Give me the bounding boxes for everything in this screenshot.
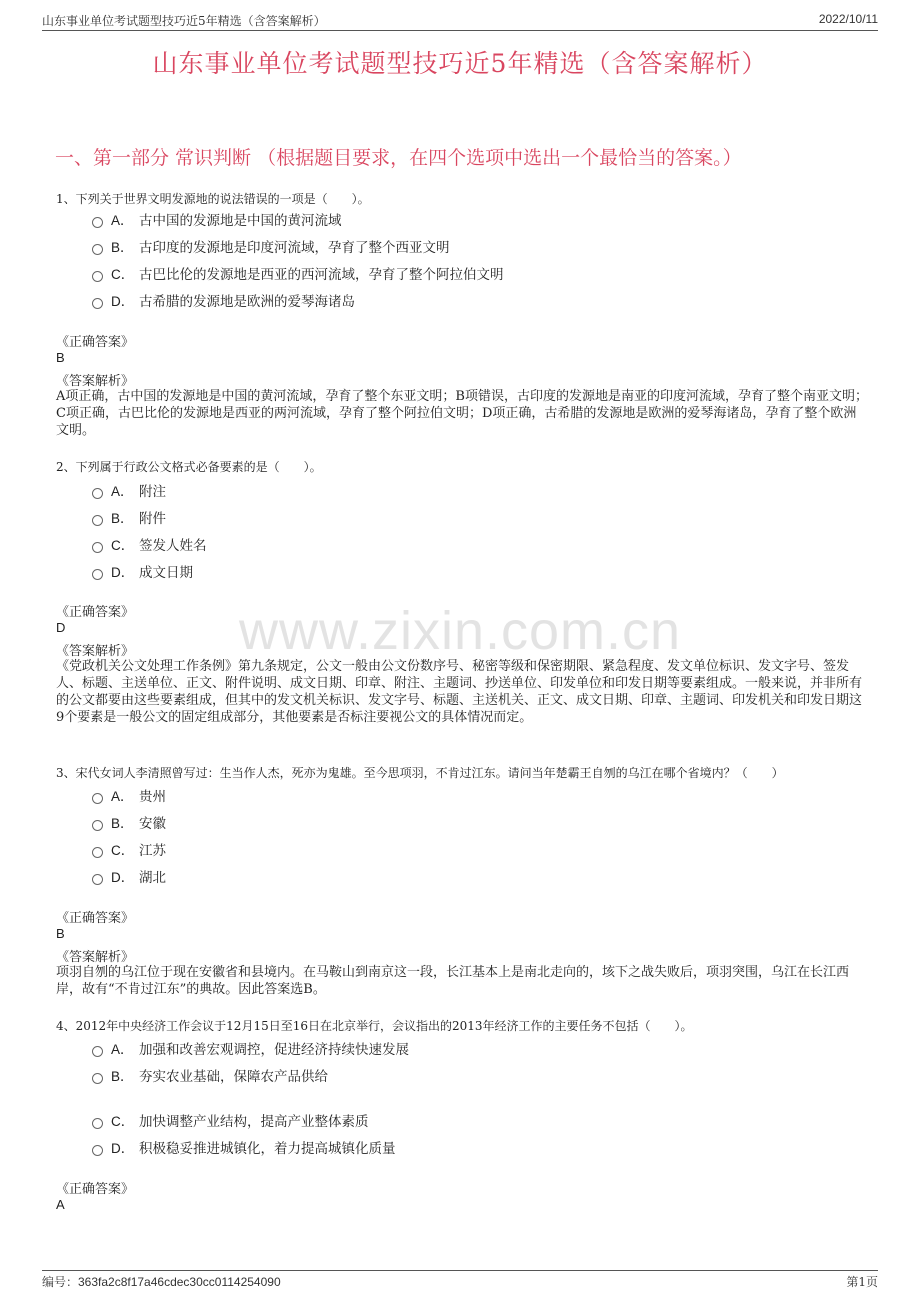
question-3-option-b[interactable]: B． 安徽 (92, 812, 166, 832)
question-2-answer: D (56, 620, 66, 635)
question-2-option-d[interactable]: D． 成文日期 (92, 561, 193, 581)
question-4-option-d[interactable]: D． 积极稳妥推进城镇化，着力提高城镇化质量 (92, 1137, 396, 1157)
watermark-text: www.zixin.com.cn (238, 601, 682, 661)
question-2-option-c[interactable]: C． 签发人姓名 (92, 534, 207, 554)
radio-icon[interactable] (92, 1073, 103, 1084)
radio-icon[interactable] (92, 1145, 103, 1156)
question-3-text: 3、宋代女词人李清照曾写过：生当作人杰，死亦为鬼雄。至今思项羽，不肯过江东。请问当年楚霸王自刎的乌江在哪个省境内？（ ） (56, 766, 784, 780)
question-2-text: 2、下列属于行政公文格式必备要素的是（ ）。 (56, 460, 322, 474)
radio-icon[interactable] (92, 569, 103, 580)
radio-icon[interactable] (92, 244, 103, 255)
radio-icon[interactable] (92, 1118, 103, 1129)
answer-label: 《正确答案》 (56, 911, 135, 926)
section-heading: 一、第一部分 常识判断 （根据题目要求，在四个选项中选出一个最恰当的答案。） (55, 147, 742, 169)
explanation-label: 《答案解析》 (56, 644, 135, 659)
question-1-option-c[interactable]: C． 古巴比伦的发源地是西亚的西河流域，孕育了整个阿拉伯文明 (92, 263, 504, 283)
page-number: 第1页 (846, 1275, 878, 1289)
document-id: 编号：363fa2c8f17a46cdec30cc0114254090 (42, 1275, 281, 1289)
radio-icon[interactable] (92, 271, 103, 282)
explanation-label: 《答案解析》 (56, 374, 135, 389)
question-3-explanation: 项羽自刎的乌江位于现在安徽省和县境内。在马鞍山到南京这一段，长江基本上是南北走向的，垓下之战失败后，项羽突围，乌江在长江西岸，故有“不肯过江东”的典故。因此答案选B。 (56, 965, 850, 997)
answer-label: 《正确答案》 (56, 335, 135, 350)
question-3-option-d[interactable]: D． 湖北 (92, 866, 166, 886)
radio-icon[interactable] (92, 217, 103, 228)
radio-icon[interactable] (92, 820, 103, 831)
question-4-option-c[interactable]: C． 加快调整产业结构，提高产业整体素质 (92, 1110, 369, 1130)
page-header (42, 12, 878, 31)
question-4-answer: A (56, 1197, 65, 1212)
explanation-label: 《答案解析》 (56, 950, 135, 965)
question-3-answer: B (56, 926, 65, 941)
question-1-option-d[interactable]: D． 古希腊的发源地是欧洲的爱琴海诸岛 (92, 290, 355, 310)
question-1-explanation: A项正确，古中国的发源地是中国的黄河流域，孕育了整个东亚文明；B项错误，古印度的发源地是南亚的印度河流域，孕育了整个南亚文明；C项正确，古巴比伦的发源地是西亚的两河流域，孕育了整个阿拉伯文明；D项正确，古希腊的发源地是欧洲的爱琴海诸岛，孕育了整个欧洲文明。 (56, 389, 868, 438)
question-1-text: 1、下列关于世界文明发源地的说法错误的一项是（ ）。 (56, 192, 370, 206)
radio-icon[interactable] (92, 542, 103, 553)
question-2-option-b[interactable]: B． 附件 (92, 507, 166, 527)
radio-icon[interactable] (92, 515, 103, 526)
question-1-answer: B (56, 350, 65, 365)
question-2-explanation: 《党政机关公文处理工作条例》第九条规定，公文一般由公文份数序号、秘密等级和保密期限、紧急程度、发文单位标识、发文字号、签发人、标题、主送单位、正文、附件说明、成文日期、印章、附注、主题词、抄送单位、印发单位和印发日期等要素组成。一般来说，并非所有的公文都要由这些要素组成，但其中的发文机关标识、发文字号、标题、主送机关、正文、成文日期、印章、主题词、印发机关和印发日期这9个要素是一般公文的固定组成部分，其他要素是否标注要视公文的具体情况而定。 (56, 659, 863, 725)
question-4-option-a[interactable]: A． 加强和改善宏观调控，促进经济持续快速发展 (92, 1038, 409, 1058)
question-2-option-a[interactable]: A． 附注 (92, 480, 166, 500)
page-footer (42, 1270, 878, 1289)
answer-label: 《正确答案》 (56, 605, 135, 620)
header-title: 山东事业单位考试题型技巧近5年精选（含答案解析） (42, 14, 326, 28)
question-3-option-a[interactable]: A． 贵州 (92, 785, 166, 805)
radio-icon[interactable] (92, 488, 103, 499)
header-date: 2022/10/11 (818, 12, 878, 26)
document-title: 山东事业单位考试题型技巧近5年精选（含答案解析） (152, 49, 768, 78)
question-1-option-a[interactable]: A． 古中国的发源地是中国的黄河流域 (92, 209, 342, 229)
answer-label: 《正确答案》 (56, 1182, 135, 1197)
radio-icon[interactable] (92, 1046, 103, 1057)
radio-icon[interactable] (92, 298, 103, 309)
question-4-text: 4、2012年中央经济工作会议于12月15日至16日在北京举行，会议指出的2013年经济工作的主要任务不包括（ ）。 (56, 1019, 693, 1033)
radio-icon[interactable] (92, 874, 103, 885)
question-3-option-c[interactable]: C． 江苏 (92, 839, 166, 859)
radio-icon[interactable] (92, 847, 103, 858)
question-4-option-b[interactable]: B． 夯实农业基础，保障农产品供给 (92, 1065, 328, 1085)
radio-icon[interactable] (92, 793, 103, 804)
question-1-option-b[interactable]: B． 古印度的发源地是印度河流域，孕育了整个西亚文明 (92, 236, 450, 256)
